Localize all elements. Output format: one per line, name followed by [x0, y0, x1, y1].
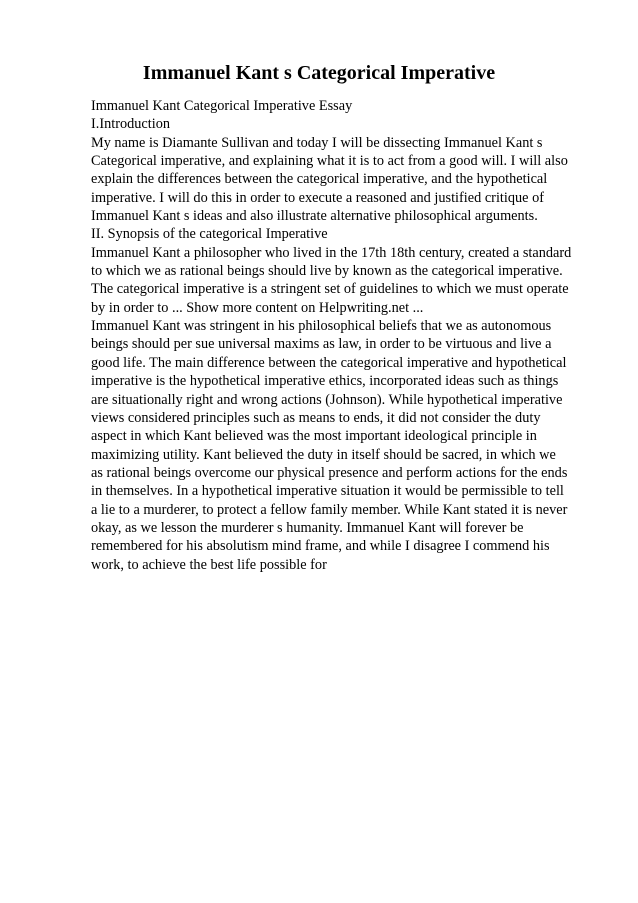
- text-line: by in order to ... Show more content on Helpwriting.net ...: [91, 299, 424, 316]
- text-line: explain the differences between the categorical imperative, and the hypothetical: [91, 171, 548, 188]
- text-line: in themselves. In a hypothetical imperative situation it would be permissible to tell: [91, 483, 564, 500]
- text-line: aspect in which Kant believed was the most important ideological principle in: [91, 428, 537, 445]
- essay-heading-line: Immanuel Kant Categorical Imperative Essay: [91, 98, 353, 114]
- text-line: views considered principles such as means to ends, it did not consider the duty: [91, 409, 541, 426]
- text-line: work, to achieve the best life possible for: [91, 556, 327, 573]
- text-line: beings should per sue universal maxims as law, in order to be virtuous and live a: [91, 336, 552, 353]
- text-line: good life. The main difference between the categorical imperative and hypothetical: [91, 354, 567, 371]
- text-line: Immanuel Kant s ideas and also illustrate alternative philosophical arguments.: [91, 208, 538, 225]
- text-line: a lie to a murderer, to protect a fellow family member. While Kant stated it is never: [91, 501, 568, 518]
- text-line: maximizing utility. Kant believed the duty in itself should be sacred, in which we: [91, 446, 556, 463]
- text-line: Immanuel Kant was stringent in his philosophical beliefs that we as autonomous: [91, 318, 552, 335]
- section-heading-introduction: I.Introduction: [91, 116, 171, 133]
- text-line: are situationally right and wrong actions (Johnson). While hypothetical imperative: [91, 391, 563, 408]
- text-line: The categorical imperative is a stringent set of guidelines to which we must operate: [91, 281, 569, 298]
- text-line: My name is Diamante Sullivan and today I will be dissecting Immanuel Kant s: [91, 134, 543, 151]
- text-line: Immanuel Kant a philosopher who lived in the 17th 18th century, created a standard: [91, 244, 572, 261]
- document-body: [91, 97, 611, 574]
- text-line: okay, as we lesson the murderer s humanity. Immanuel Kant will forever be: [91, 519, 524, 536]
- text-line: imperative is the hypothetical imperative ethics, incorporated ideas such as things: [91, 373, 559, 390]
- document-title: Immanuel Kant s Categorical Imperative: [142, 62, 496, 84]
- text-line: Categorical imperative, and explaining what it is to act from a good will. I will also: [91, 153, 568, 170]
- text-line: to which we as rational beings should live by known as the categorical imperative.: [91, 263, 563, 280]
- text-line: as rational beings overcome our physical presence and perform actions for the ends: [91, 464, 568, 481]
- text-line: imperative. I will do this in order to execute a reasoned and justified critique of: [91, 189, 544, 206]
- section-heading-synopsis: II. Synopsis of the categorical Imperative: [91, 226, 328, 243]
- text-line: remembered for his absolutism mind frame, and while I disagree I commend his: [91, 538, 550, 555]
